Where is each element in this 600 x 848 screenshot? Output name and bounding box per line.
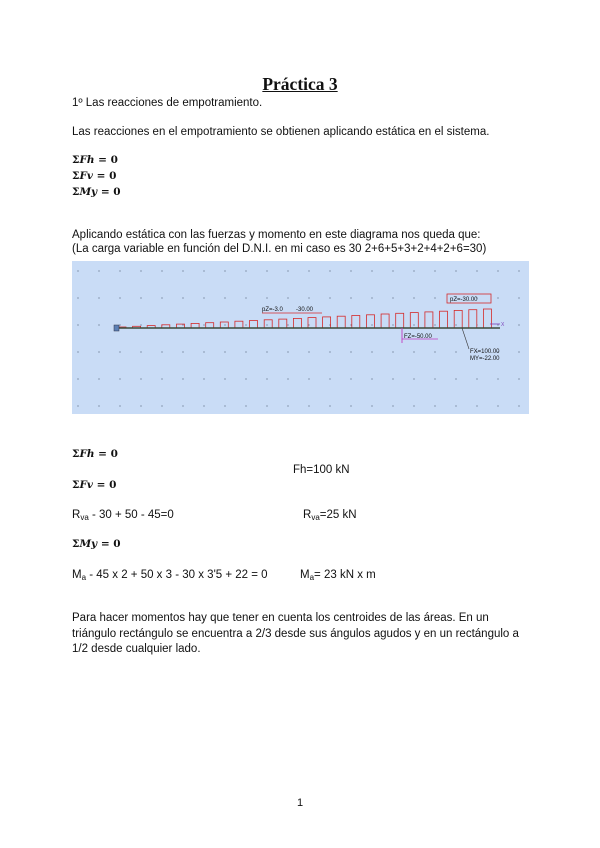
- grid-dot: [182, 297, 183, 298]
- grid-dot: [266, 324, 267, 325]
- grid-dot: [182, 378, 183, 379]
- grid-dot: [455, 405, 456, 406]
- grid-dot: [203, 270, 204, 271]
- grid-dot: [182, 405, 183, 406]
- grid-dot: [203, 297, 204, 298]
- equation-sum-fv: ΣFv = 0: [72, 170, 117, 182]
- grid-dot: [308, 405, 309, 406]
- grid-dot: [497, 297, 498, 298]
- grid-dot: [476, 378, 477, 379]
- grid-dot: [350, 405, 351, 406]
- x-axis-label: X: [501, 322, 505, 328]
- grid-dot: [329, 405, 330, 406]
- grid-dot: [455, 378, 456, 379]
- grid-dot: [308, 378, 309, 379]
- grid-dot: [77, 351, 78, 352]
- ma-result: $M_a= 23$ kN x m: [300, 569, 376, 582]
- grid-dot: [371, 405, 372, 406]
- grid-dot: [308, 351, 309, 352]
- grid-dot: [203, 405, 204, 406]
- grid-dot: [98, 297, 99, 298]
- grid-dot: [182, 324, 183, 325]
- grid-dot: [140, 405, 141, 406]
- grid-dot: [140, 324, 141, 325]
- grid-dot: [182, 270, 183, 271]
- grid-dot: [308, 297, 309, 298]
- grid-dot: [518, 405, 519, 406]
- grid-dot: [350, 351, 351, 352]
- grid-dot: [161, 297, 162, 298]
- grid-dot: [518, 324, 519, 325]
- grid-dot: [119, 270, 120, 271]
- grid-dot: [329, 351, 330, 352]
- grid-dot: [224, 270, 225, 271]
- grid-dot: [350, 297, 351, 298]
- grid-dot: [329, 270, 330, 271]
- fixed-support: [114, 325, 119, 331]
- equation-sum-fh-2: ΣFh = 0: [72, 448, 118, 460]
- grid-dot: [392, 351, 393, 352]
- grid-dot: [518, 297, 519, 298]
- grid-dot: [287, 297, 288, 298]
- grid-dot: [497, 405, 498, 406]
- grid-dot: [371, 378, 372, 379]
- label-my: MY=-22.00: [470, 356, 500, 362]
- grid-dot: [224, 405, 225, 406]
- grid-dot: [476, 270, 477, 271]
- grid-dot: [329, 378, 330, 379]
- grid-dot: [119, 324, 120, 325]
- grid-dot: [497, 324, 498, 325]
- grid-dot: [140, 351, 141, 352]
- grid-dot: [497, 270, 498, 271]
- grid-dot: [287, 270, 288, 271]
- equation-sum-fh: ΣFh = 0: [72, 154, 118, 166]
- grid-dot: [224, 351, 225, 352]
- grid-dot: [266, 297, 267, 298]
- beam-load-diagram: [72, 261, 529, 414]
- grid-dot: [98, 270, 99, 271]
- grid-dot: [119, 351, 120, 352]
- grid-dot: [413, 378, 414, 379]
- grid-dot: [518, 270, 519, 271]
- grid-dot: [434, 270, 435, 271]
- grid-dot: [77, 324, 78, 325]
- grid-dot: [140, 378, 141, 379]
- grid-dot: [245, 270, 246, 271]
- grid-dot: [119, 297, 120, 298]
- grid-dot: [434, 297, 435, 298]
- grid-dot: [287, 378, 288, 379]
- grid-dot: [182, 351, 183, 352]
- grid-dot: [266, 351, 267, 352]
- grid-dot: [224, 324, 225, 325]
- grid-dot: [392, 378, 393, 379]
- grid-dot: [77, 297, 78, 298]
- grid-dot: [497, 378, 498, 379]
- grid-dot: [392, 270, 393, 271]
- grid-dot: [413, 405, 414, 406]
- grid-dot: [308, 270, 309, 271]
- rva-result: $R_{va}=25$ kN: [303, 509, 357, 522]
- grid-dot: [329, 297, 330, 298]
- equation-sum-fv-2: ΣFv = 0: [72, 479, 117, 491]
- rva-equation: $R_{va} - 30 + 50 - 45=0$: [72, 509, 174, 522]
- grid-dot: [119, 378, 120, 379]
- grid-dot: [350, 270, 351, 271]
- grid-dot: [371, 297, 372, 298]
- grid-dot: [413, 351, 414, 352]
- grid-dot: [203, 378, 204, 379]
- grid-dot: [308, 324, 309, 325]
- grid-dot: [161, 270, 162, 271]
- grid-dot: [434, 405, 435, 406]
- grid-dot: [224, 378, 225, 379]
- grid-dot: [413, 324, 414, 325]
- grid-dot: [287, 405, 288, 406]
- result-fh: Fh=100 kN: [293, 464, 350, 476]
- grid-dot: [455, 324, 456, 325]
- grid-dot: [455, 270, 456, 271]
- page-number: 1: [296, 797, 304, 809]
- grid-dot: [392, 297, 393, 298]
- grid-dot: [77, 270, 78, 271]
- grid-dot: [140, 297, 141, 298]
- grid-dot: [245, 297, 246, 298]
- diagram-intro-line1: Aplicando estática con las fuerzas y momento en este diagrama nos queda que:: [72, 229, 481, 241]
- diagram-background: [72, 261, 529, 414]
- grid-dot: [371, 270, 372, 271]
- label-fz: FZ=-50.00: [404, 334, 432, 340]
- grid-dot: [287, 324, 288, 325]
- grid-dot: [287, 351, 288, 352]
- closing-paragraph: Para hacer momentos hay que tener en cuenta los centroides de las áreas. En un triángulo rectángulo se encuentra a 2/3 desde sus ángulos agudos y en un rectángulo a 1/2 desde cualquier lado.: [72, 612, 519, 655]
- grid-dot: [371, 351, 372, 352]
- grid-dot: [266, 378, 267, 379]
- grid-dot: [203, 324, 204, 325]
- grid-dot: [245, 378, 246, 379]
- grid-dot: [98, 351, 99, 352]
- grid-dot: [392, 324, 393, 325]
- equation-sum-my: ΣMy = 0: [72, 186, 121, 198]
- grid-dot: [140, 270, 141, 271]
- label-pz2: pZ=-30.00: [450, 297, 478, 303]
- grid-dot: [161, 405, 162, 406]
- diagram-intro-line2: (La carga variable en función del D.N.I. en mi caso es 30 2+6+5+3+2+4+2+6=30): [72, 243, 487, 255]
- grid-dot: [98, 324, 99, 325]
- grid-dot: [371, 324, 372, 325]
- grid-dot: [413, 270, 414, 271]
- grid-dot: [119, 405, 120, 406]
- grid-dot: [161, 378, 162, 379]
- grid-dot: [245, 324, 246, 325]
- grid-dot: [98, 378, 99, 379]
- grid-dot: [434, 324, 435, 325]
- grid-dot: [518, 378, 519, 379]
- label-fx: FX=100.00: [470, 349, 500, 355]
- section-heading: 1º Las reacciones de empotramiento.: [72, 97, 263, 109]
- grid-dot: [434, 351, 435, 352]
- equation-sum-my-2: ΣMy = 0: [72, 538, 121, 550]
- grid-dot: [350, 378, 351, 379]
- intro-paragraph: Las reacciones en el empotramiento se obtienen aplicando estática en el sistema.: [72, 126, 490, 138]
- grid-dot: [98, 405, 99, 406]
- page-title: Práctica 3: [262, 74, 338, 94]
- grid-dot: [413, 297, 414, 298]
- grid-dot: [77, 378, 78, 379]
- grid-dot: [224, 297, 225, 298]
- grid-dot: [518, 351, 519, 352]
- label-pz1: pZ=-3.0: [262, 307, 283, 313]
- grid-dot: [266, 270, 267, 271]
- grid-dot: [245, 405, 246, 406]
- grid-dot: [476, 405, 477, 406]
- label-pz1b: -30.00: [296, 307, 314, 313]
- grid-dot: [245, 351, 246, 352]
- grid-dot: [266, 405, 267, 406]
- grid-dot: [161, 351, 162, 352]
- grid-dot: [203, 351, 204, 352]
- grid-dot: [455, 351, 456, 352]
- grid-dot: [392, 405, 393, 406]
- ma-equation: $M_a - 45$ x 2 + 50 x 3 - 30 x 3'5 + 22 = 0: [72, 569, 268, 582]
- grid-dot: [77, 405, 78, 406]
- grid-dot: [434, 378, 435, 379]
